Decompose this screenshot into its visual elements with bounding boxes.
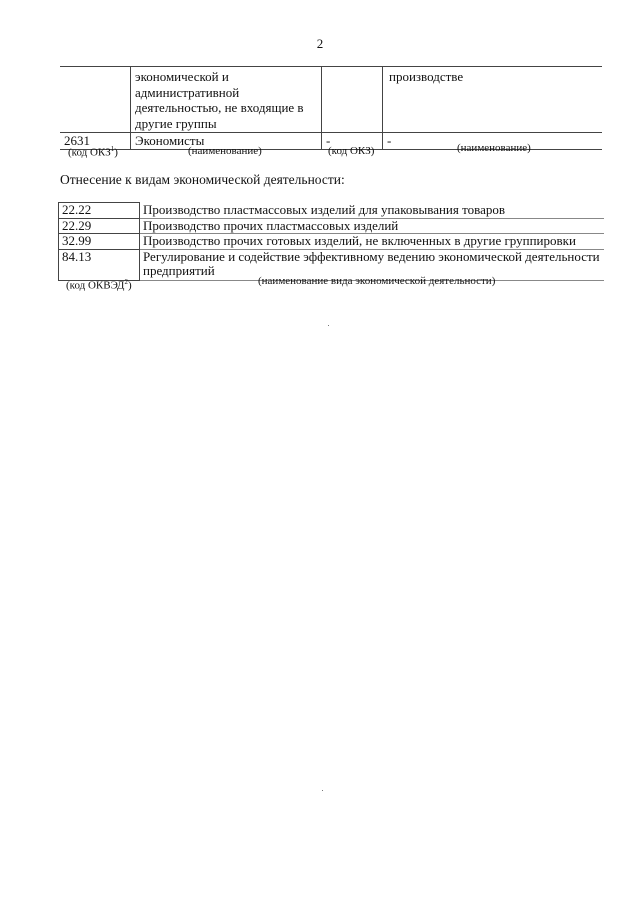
activity-section-title: Отнесение к видам экономической деятельности: — [60, 172, 345, 187]
activity-row — [59, 218, 605, 234]
continuation-code-cell — [60, 67, 131, 133]
continuation-name-line: экономической и — [135, 69, 229, 84]
caption-okved-code-text: (код ОКВЭД — [66, 279, 125, 292]
continuation-name-cell — [131, 67, 322, 133]
caption-name: (наименование) — [188, 145, 262, 157]
continuation-code2-cell — [322, 67, 383, 133]
okz-code2-cell: - — [322, 133, 383, 150]
okved-code-cell: 22.29 — [59, 218, 140, 234]
continuation-name-line: другие группы — [135, 115, 217, 131]
caption-okz-footnote: 1 — [110, 145, 115, 153]
okved-name-cell: Регулирование и содействие эффективному ведению экономической деятельности предприятий — [140, 249, 605, 280]
continuation-name-line: деятельностью, не входящие в — [135, 100, 304, 115]
caption-okz-code — [68, 145, 118, 159]
okved-name-cell: Производство прочих пластмассовых изделий — [140, 218, 605, 234]
caption-okved-code — [66, 278, 132, 292]
okz-code-cell: 2631 — [60, 133, 131, 150]
okved-code-cell: 32.99 — [59, 234, 140, 250]
caption-okved-code-close: ) — [127, 279, 132, 292]
caption-activity-name: (наименование вида экономической деятельности) — [258, 275, 496, 287]
okved-name-cell: Производство пластмассовых изделий для упаковывания товаров — [140, 203, 605, 219]
continuation-name2-cell — [383, 67, 603, 133]
scan-speck — [322, 790, 323, 791]
continuation-right-name: производстве — [389, 69, 464, 84]
caption-okz-code-text: (код ОКЗ — [68, 146, 111, 159]
okz-name2-value: - — [387, 133, 392, 148]
caption-okz-code-2: (код ОКЗ) — [328, 145, 375, 157]
activity-row — [59, 203, 605, 219]
caption-okved-footnote: 2 — [124, 278, 128, 286]
okved-code-cell: 22.22 — [59, 203, 140, 219]
okz-name-cell: Экономисты — [131, 133, 322, 150]
activity-table — [58, 202, 604, 281]
caption-okz-code-close: ) — [114, 146, 118, 159]
okved-code-cell: 84.13 — [59, 249, 140, 280]
scan-speck — [328, 325, 329, 326]
occupation-continuation-row — [60, 67, 602, 133]
caption-name-2: (наименование) — [457, 142, 531, 154]
okved-name-cell: Производство прочих готовых изделий, не включенных в другие группировки — [140, 234, 605, 250]
continuation-name-line: административной — [135, 84, 240, 100]
page-number: 2 — [316, 36, 324, 51]
activity-row — [59, 234, 605, 250]
occupation-table — [60, 66, 602, 150]
